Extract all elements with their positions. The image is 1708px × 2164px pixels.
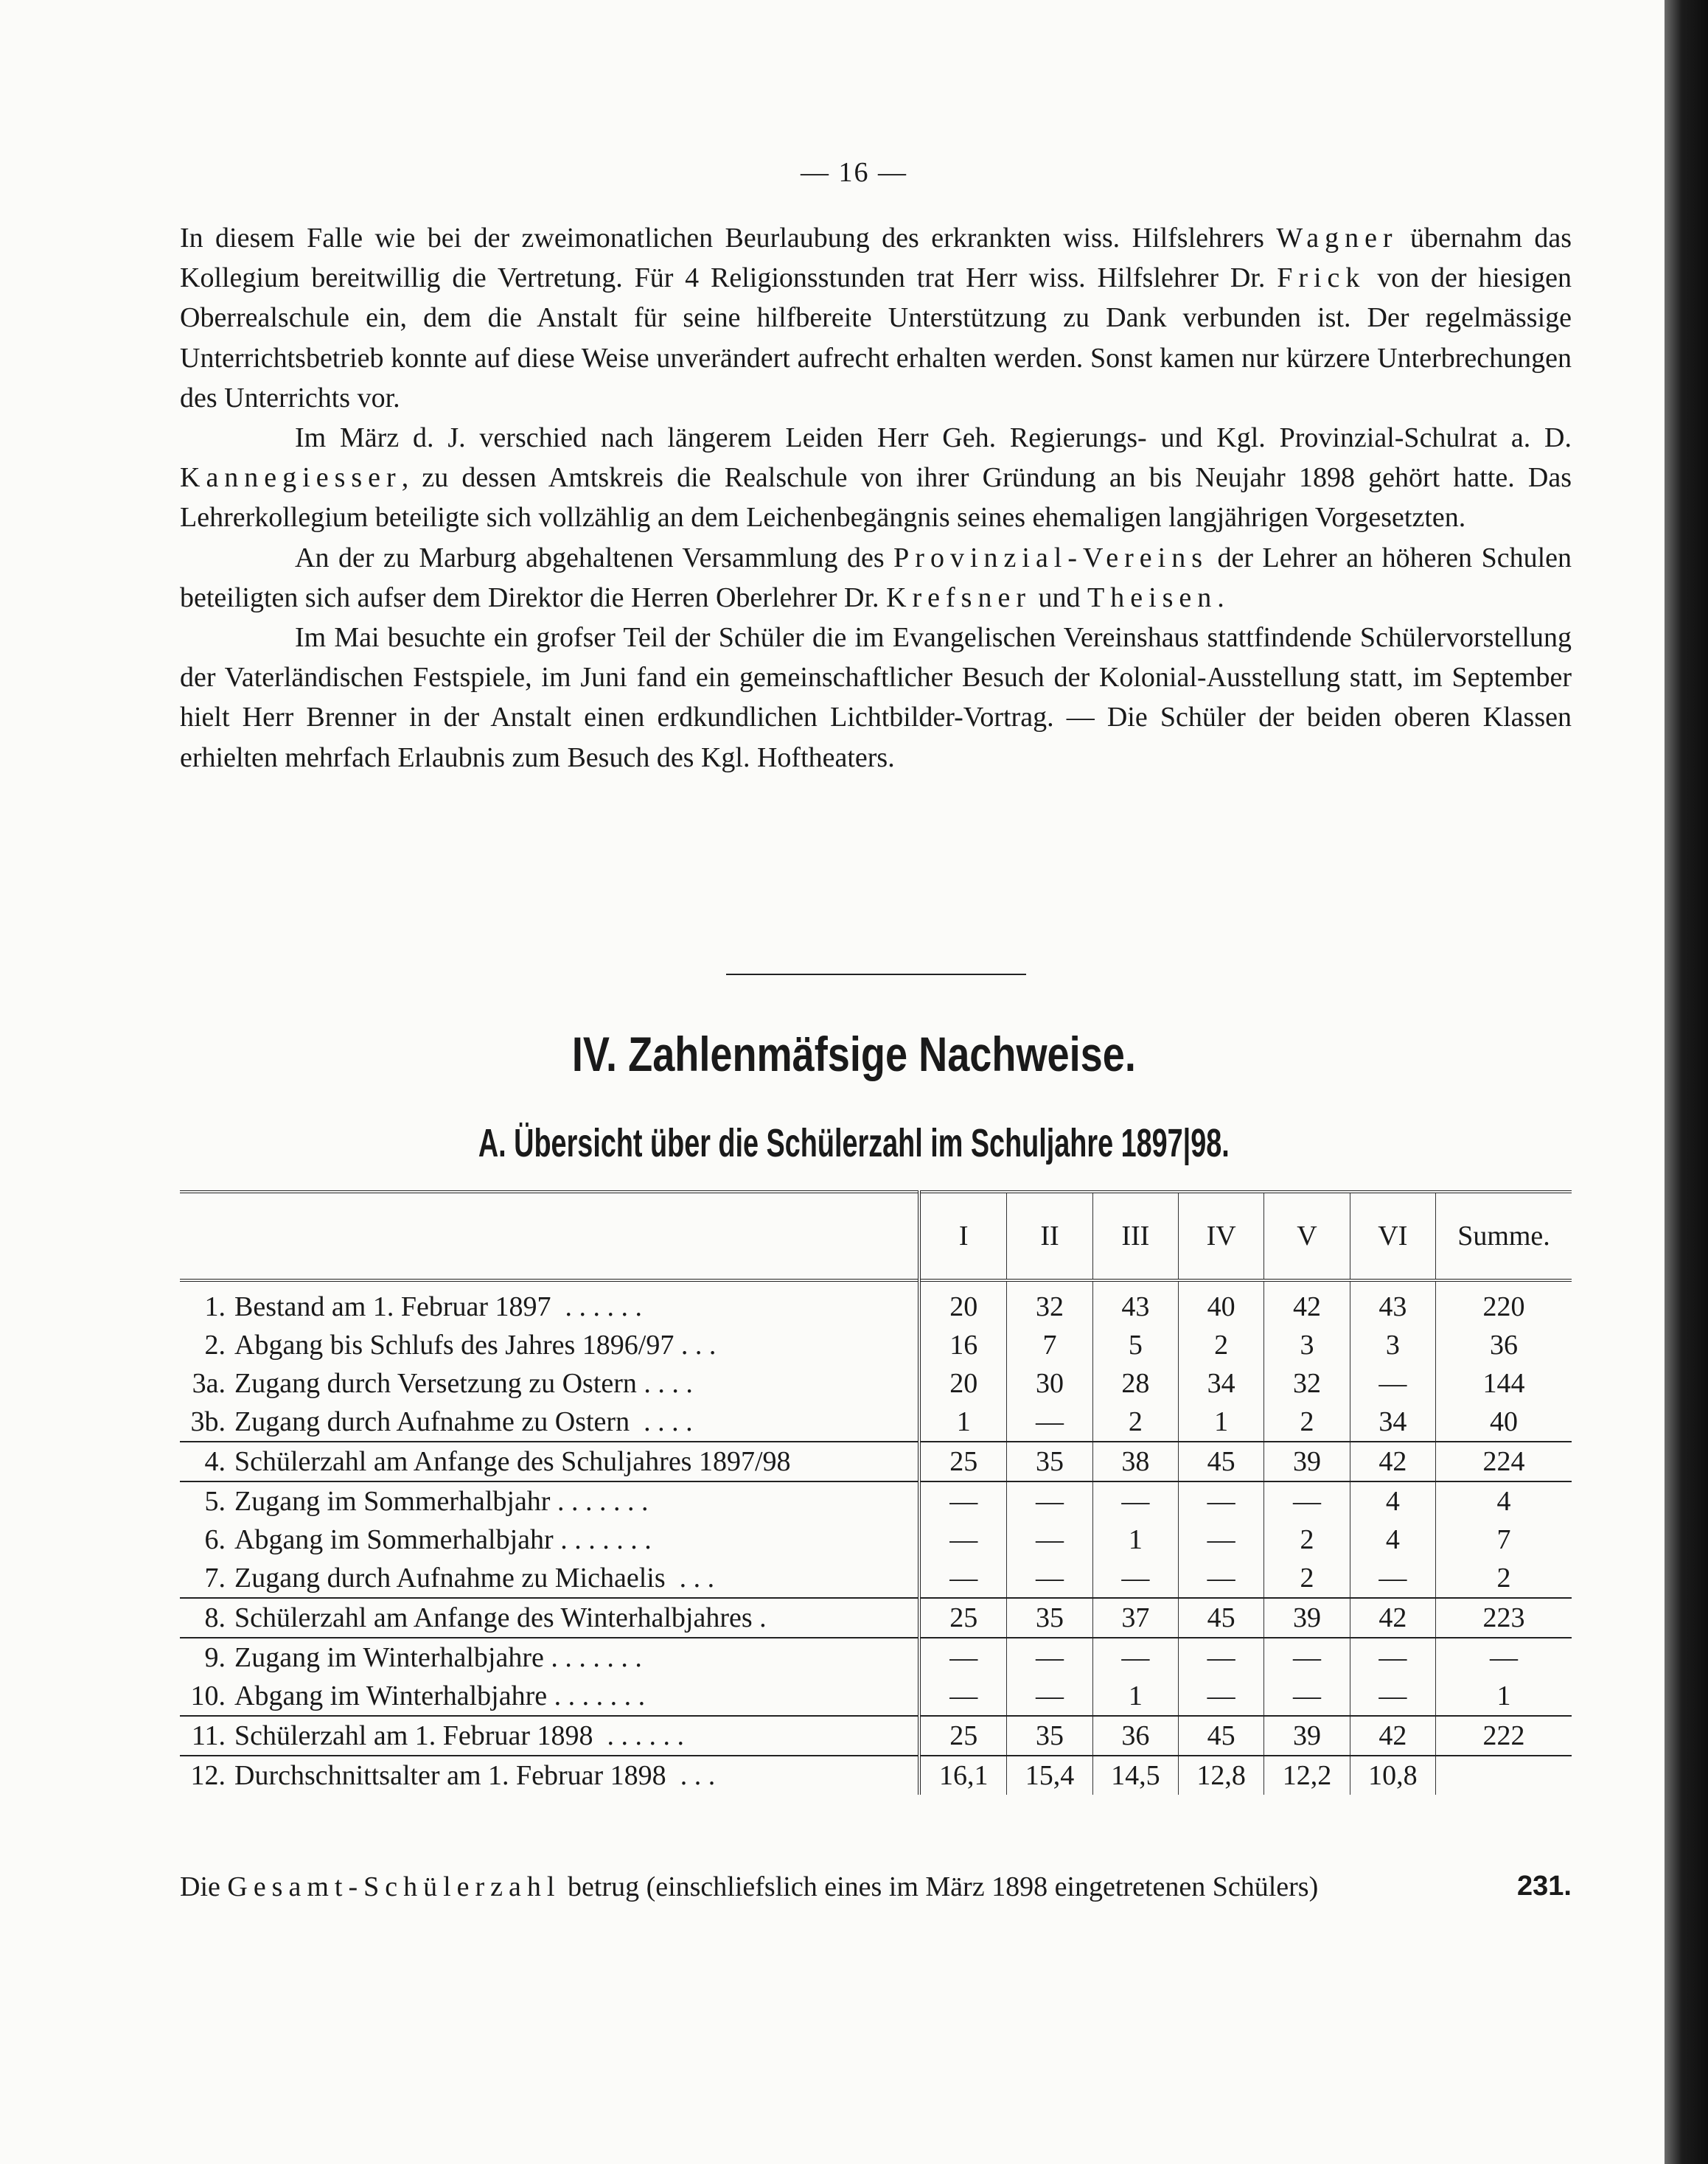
col-header: VI	[1350, 1192, 1435, 1280]
footer-total: 231.	[1517, 1871, 1572, 1902]
row-label	[180, 1756, 919, 1795]
spaced-name: Provinzial-Vereins	[893, 542, 1208, 573]
row-label	[180, 1677, 919, 1716]
row-label	[180, 1442, 919, 1481]
table-cell: —	[1007, 1481, 1092, 1521]
leader-dots: . . . . . . .	[543, 1642, 642, 1673]
table-cell: 32	[1007, 1280, 1092, 1326]
col-header: II	[1007, 1192, 1092, 1280]
row-label	[180, 1403, 919, 1442]
page-number: — 16 —	[801, 157, 907, 188]
leader-dots: . . . . . . .	[550, 1486, 649, 1517]
table-cell: 35	[1007, 1716, 1092, 1756]
table-cell: 1	[1092, 1677, 1178, 1716]
table-row	[180, 1716, 1572, 1756]
table-cell: 45	[1179, 1442, 1264, 1481]
table-cell: 2	[1264, 1521, 1350, 1559]
table-cell: 43	[1092, 1280, 1178, 1326]
table-cell: 39	[1264, 1716, 1350, 1756]
table-cell: —	[1092, 1481, 1178, 1521]
scan-edge	[1665, 0, 1708, 2164]
table-cell: 16	[919, 1326, 1007, 1364]
table-cell: 45	[1179, 1716, 1264, 1756]
row-label	[180, 1481, 919, 1521]
spaced-name: Krefsner	[886, 582, 1031, 613]
table-cell: —	[1350, 1364, 1435, 1403]
table-cell: 2	[1264, 1559, 1350, 1598]
table-cell: —	[1350, 1559, 1435, 1598]
paragraph-text: Im März d. J. verschied nach längerem Leiden Herr Geh. Regierungs- und Kgl. Provinzial-Schulrat a. D.	[295, 422, 1572, 454]
body-text	[180, 218, 1572, 778]
table-cell: 32	[1264, 1364, 1350, 1403]
row-label	[180, 1521, 919, 1559]
table-cell: 42	[1350, 1442, 1435, 1481]
row-number: 4.	[204, 1446, 226, 1477]
row-number: 11.	[191, 1720, 226, 1751]
row-number: 3a.	[192, 1368, 226, 1399]
table-cell: 4	[1350, 1521, 1435, 1559]
table-cell: —	[1007, 1559, 1092, 1598]
table-cell-sum: 224	[1436, 1442, 1572, 1481]
table-cell: 42	[1264, 1280, 1350, 1326]
table-cell: —	[1007, 1521, 1092, 1559]
spaced-name: Frick	[1277, 262, 1366, 294]
header-label-cell	[180, 1192, 919, 1280]
row-label-text: Zugang durch Versetzung zu Ostern	[234, 1368, 637, 1399]
spaced-name: Wagner	[1276, 223, 1398, 254]
paragraph-text: Im Mai besuchte ein grofser Teil der Schüler die im Evangelischen Vereinshaus stattfindende Schülervorstellung der Vaterländischen Festspiele, im Juni fand ein gemeinschaftlicher Besuch der Kolonial-Ausstellung statt, im September hielt Herr Brenner in der Anstalt einen erdkundlichen Lichtbilder-Vortrag. — Die Schüler der beiden oberen Klassen erhielten mehrfach Erlaubnis zum Besuch des Kgl. Hoftheaters.	[180, 622, 1572, 773]
table-cell-sum: 40	[1436, 1403, 1572, 1442]
table-cell: —	[1179, 1559, 1264, 1598]
table-header-row	[180, 1192, 1572, 1280]
section-divider	[726, 974, 1026, 975]
table-row	[180, 1756, 1572, 1795]
table-cell: —	[1007, 1638, 1092, 1677]
row-number: 6.	[204, 1524, 226, 1555]
table-cell-sum: 1	[1436, 1677, 1572, 1716]
table-cell: —	[1264, 1481, 1350, 1521]
table-cell: 1	[1092, 1521, 1178, 1559]
table-cell-sum: —	[1436, 1638, 1572, 1677]
table-cell: 39	[1264, 1598, 1350, 1638]
table-cell: 39	[1264, 1442, 1350, 1481]
table-row	[180, 1677, 1572, 1716]
row-label-text: Zugang durch Aufnahme zu Michaelis	[234, 1563, 666, 1594]
leader-dots: . . . . . .	[593, 1720, 684, 1751]
row-label	[180, 1280, 919, 1326]
leader-dots: . . .	[665, 1563, 715, 1594]
table-row	[180, 1280, 1572, 1326]
leader-dots: . . . .	[630, 1406, 693, 1437]
paragraph-text: von der hiesigen Oberrealschule ein, dem die Anstalt für seine hilfbereite Unterstützung zu Dank verbunden ist. Der regelmässige Unterrichtsbetrieb konnte auf diese Weise unverändert aufrecht erhalten werden. Sonst kamen nur kürzere Unterbrechungen des Unterrichts vor.	[180, 262, 1572, 413]
table-cell: —	[1264, 1638, 1350, 1677]
table-cell: —	[1179, 1481, 1264, 1521]
col-header: III	[1092, 1192, 1178, 1280]
table-cell: 30	[1007, 1364, 1092, 1403]
footer-line	[180, 1871, 1572, 1903]
table-cell: 36	[1092, 1716, 1178, 1756]
row-number: 5.	[204, 1486, 226, 1517]
footer-spaced: Gesamt-Schülerzahl	[227, 1871, 561, 1902]
spaced-name: Kannegiesser	[180, 462, 402, 494]
table-cell: 7	[1007, 1326, 1092, 1364]
table-cell: 42	[1350, 1716, 1435, 1756]
table-cell: 3	[1264, 1326, 1350, 1364]
table-cell: 34	[1350, 1403, 1435, 1442]
col-header: V	[1264, 1192, 1350, 1280]
paragraph	[180, 218, 1572, 418]
row-number: 2.	[204, 1330, 226, 1361]
subsection-title: A. Übersicht über die Schülerzahl im Schuljahre 1897|98.	[478, 1121, 1230, 1165]
row-label-text: Zugang durch Aufnahme zu Ostern	[234, 1406, 630, 1437]
table-cell: 10,8	[1350, 1756, 1435, 1795]
table-cell-sum: 36	[1436, 1326, 1572, 1364]
paragraph-text: .	[1217, 582, 1224, 613]
leader-dots: . . . . . .	[551, 1291, 643, 1322]
col-header: I	[919, 1192, 1007, 1280]
paragraph-text: und	[1031, 582, 1087, 613]
table-cell: —	[1179, 1521, 1264, 1559]
row-label-text: Abgang im Sommerhalbjahr	[234, 1524, 554, 1555]
table-cell: 25	[919, 1442, 1007, 1481]
table-row	[180, 1481, 1572, 1521]
table-row	[180, 1442, 1572, 1481]
row-number: 7.	[204, 1563, 226, 1594]
table-row	[180, 1326, 1572, 1364]
leader-dots: . . . . . . .	[553, 1524, 652, 1555]
table-cell-sum	[1436, 1756, 1572, 1795]
table-cell: 16,1	[919, 1756, 1007, 1795]
paragraph-text: der Lehrer an höheren Schulen beteiligten sich aufser dem Direktor die Herren Oberlehrer Dr.	[180, 542, 1572, 613]
table-row	[180, 1638, 1572, 1677]
row-number: 12.	[190, 1760, 226, 1791]
table-cell: 12,2	[1264, 1756, 1350, 1795]
row-label-text: Schülerzahl am 1. Februar 1898	[234, 1720, 593, 1751]
table-cell: —	[1179, 1638, 1264, 1677]
spaced-name: Theisen	[1087, 582, 1218, 613]
paragraph-text: übernahm das Kollegium bereitwillig die Vertretung. Für 4 Religionsstunden trat Herr wiss. Hilfslehrer Dr.	[180, 223, 1572, 294]
row-label-text: Bestand am 1. Februar 1897	[234, 1291, 551, 1322]
paragraph-text: An der zu Marburg abgehaltenen Versammlung des	[295, 542, 894, 573]
row-label	[180, 1716, 919, 1756]
row-label-text: Schülerzahl am Anfange des Winterhalbjahres	[234, 1602, 753, 1633]
section-title: IV. Zahlenmäfsige Nachweise.	[571, 1027, 1136, 1081]
row-label	[180, 1559, 919, 1598]
paragraph	[180, 538, 1572, 618]
table-cell: —	[1092, 1559, 1178, 1598]
col-header: IV	[1179, 1192, 1264, 1280]
table-row	[180, 1559, 1572, 1598]
table-cell: 42	[1350, 1598, 1435, 1638]
table-cell-sum: 222	[1436, 1716, 1572, 1756]
paragraph-text: In diesem Falle wie bei der zweimonatlichen Beurlaubung des erkrankten wiss. Hilfslehrers	[180, 223, 1277, 254]
table-cell: —	[1007, 1403, 1092, 1442]
table-cell: 35	[1007, 1598, 1092, 1638]
table-cell: 35	[1007, 1442, 1092, 1481]
row-label	[180, 1364, 919, 1403]
row-label	[180, 1326, 919, 1364]
table-cell: 3	[1350, 1326, 1435, 1364]
footer-text: betrug (einschliefslich eines im März 1898 eingetretenen Schülers)	[560, 1871, 1319, 1902]
table-cell: —	[1264, 1677, 1350, 1716]
table-cell: —	[919, 1481, 1007, 1521]
row-number: 1.	[204, 1291, 226, 1322]
table-cell: 43	[1350, 1280, 1435, 1326]
row-label-text: Zugang im Winterhalbjahre	[234, 1642, 544, 1673]
row-label-text: Zugang im Sommerhalbjahr	[234, 1486, 551, 1517]
leader-dots: . . .	[674, 1330, 717, 1361]
table-cell: 14,5	[1092, 1756, 1178, 1795]
row-number: 10.	[190, 1680, 226, 1711]
table-cell: 34	[1179, 1364, 1264, 1403]
table-cell: 40	[1179, 1280, 1264, 1326]
table-cell: —	[1092, 1638, 1178, 1677]
student-count-table	[180, 1190, 1572, 1795]
table-row	[180, 1598, 1572, 1638]
row-label	[180, 1638, 919, 1677]
leader-dots: . . . . . . .	[547, 1680, 646, 1711]
table-cell: 28	[1092, 1364, 1178, 1403]
table-cell-sum: 220	[1436, 1280, 1572, 1326]
row-number: 8.	[204, 1602, 226, 1633]
row-label-text: Durchschnittsalter am 1. Februar 1898	[234, 1760, 666, 1791]
table-cell: —	[919, 1559, 1007, 1598]
leader-dots: . . . .	[636, 1368, 693, 1399]
table-row	[180, 1403, 1572, 1442]
table-cell: 1	[1179, 1403, 1264, 1442]
footer-prefix: Die	[180, 1871, 228, 1902]
table-cell: —	[919, 1677, 1007, 1716]
row-number: 9.	[204, 1642, 226, 1673]
table-cell: 38	[1092, 1442, 1178, 1481]
row-label-text: Schülerzahl am Anfange des Schuljahres 1897/98	[234, 1446, 791, 1477]
table-cell: 2	[1264, 1403, 1350, 1442]
table-row	[180, 1521, 1572, 1559]
row-label-text: Abgang bis Schlufs des Jahres 1896/97	[234, 1330, 675, 1361]
table-cell: 12,8	[1179, 1756, 1264, 1795]
paragraph	[180, 418, 1572, 538]
table-cell: —	[1179, 1677, 1264, 1716]
table-cell: 25	[919, 1716, 1007, 1756]
table-cell: —	[919, 1638, 1007, 1677]
table-cell: —	[1350, 1638, 1435, 1677]
table-cell-sum: 223	[1436, 1598, 1572, 1638]
table-cell-sum: 144	[1436, 1364, 1572, 1403]
table-cell-sum: 7	[1436, 1521, 1572, 1559]
paragraph-text: , zu dessen Amtskreis die Realschule von ihrer Gründung an bis Neujahr 1898 gehört hatte. Das Lehrerkollegium beteiligte sich vollzählig an dem Leichenbegängnis seines ehemaligen langjährigen Vorgesetzten.	[180, 462, 1572, 534]
row-number: 3b.	[190, 1406, 226, 1437]
table-cell: 20	[919, 1364, 1007, 1403]
table-cell: —	[1350, 1677, 1435, 1716]
table-cell-sum: 4	[1436, 1481, 1572, 1521]
table-cell: 2	[1092, 1403, 1178, 1442]
table-cell: —	[919, 1521, 1007, 1559]
table-cell: 20	[919, 1280, 1007, 1326]
table-cell: —	[1007, 1677, 1092, 1716]
table-cell: 37	[1092, 1598, 1178, 1638]
table-cell: 4	[1350, 1481, 1435, 1521]
col-header-sum: Summe.	[1436, 1192, 1572, 1280]
leader-dots: . . .	[666, 1760, 716, 1791]
table-cell: 5	[1092, 1326, 1178, 1364]
table-cell: 15,4	[1007, 1756, 1092, 1795]
paragraph	[180, 618, 1572, 778]
table-cell: 45	[1179, 1598, 1264, 1638]
row-label	[180, 1598, 919, 1638]
table-cell-sum: 2	[1436, 1559, 1572, 1598]
table-cell: 1	[919, 1403, 1007, 1442]
table-row	[180, 1364, 1572, 1403]
leader-dots: .	[752, 1602, 767, 1633]
table-cell: 25	[919, 1598, 1007, 1638]
table-cell: 2	[1179, 1326, 1264, 1364]
row-label-text: Abgang im Winterhalbjahre	[234, 1680, 548, 1711]
